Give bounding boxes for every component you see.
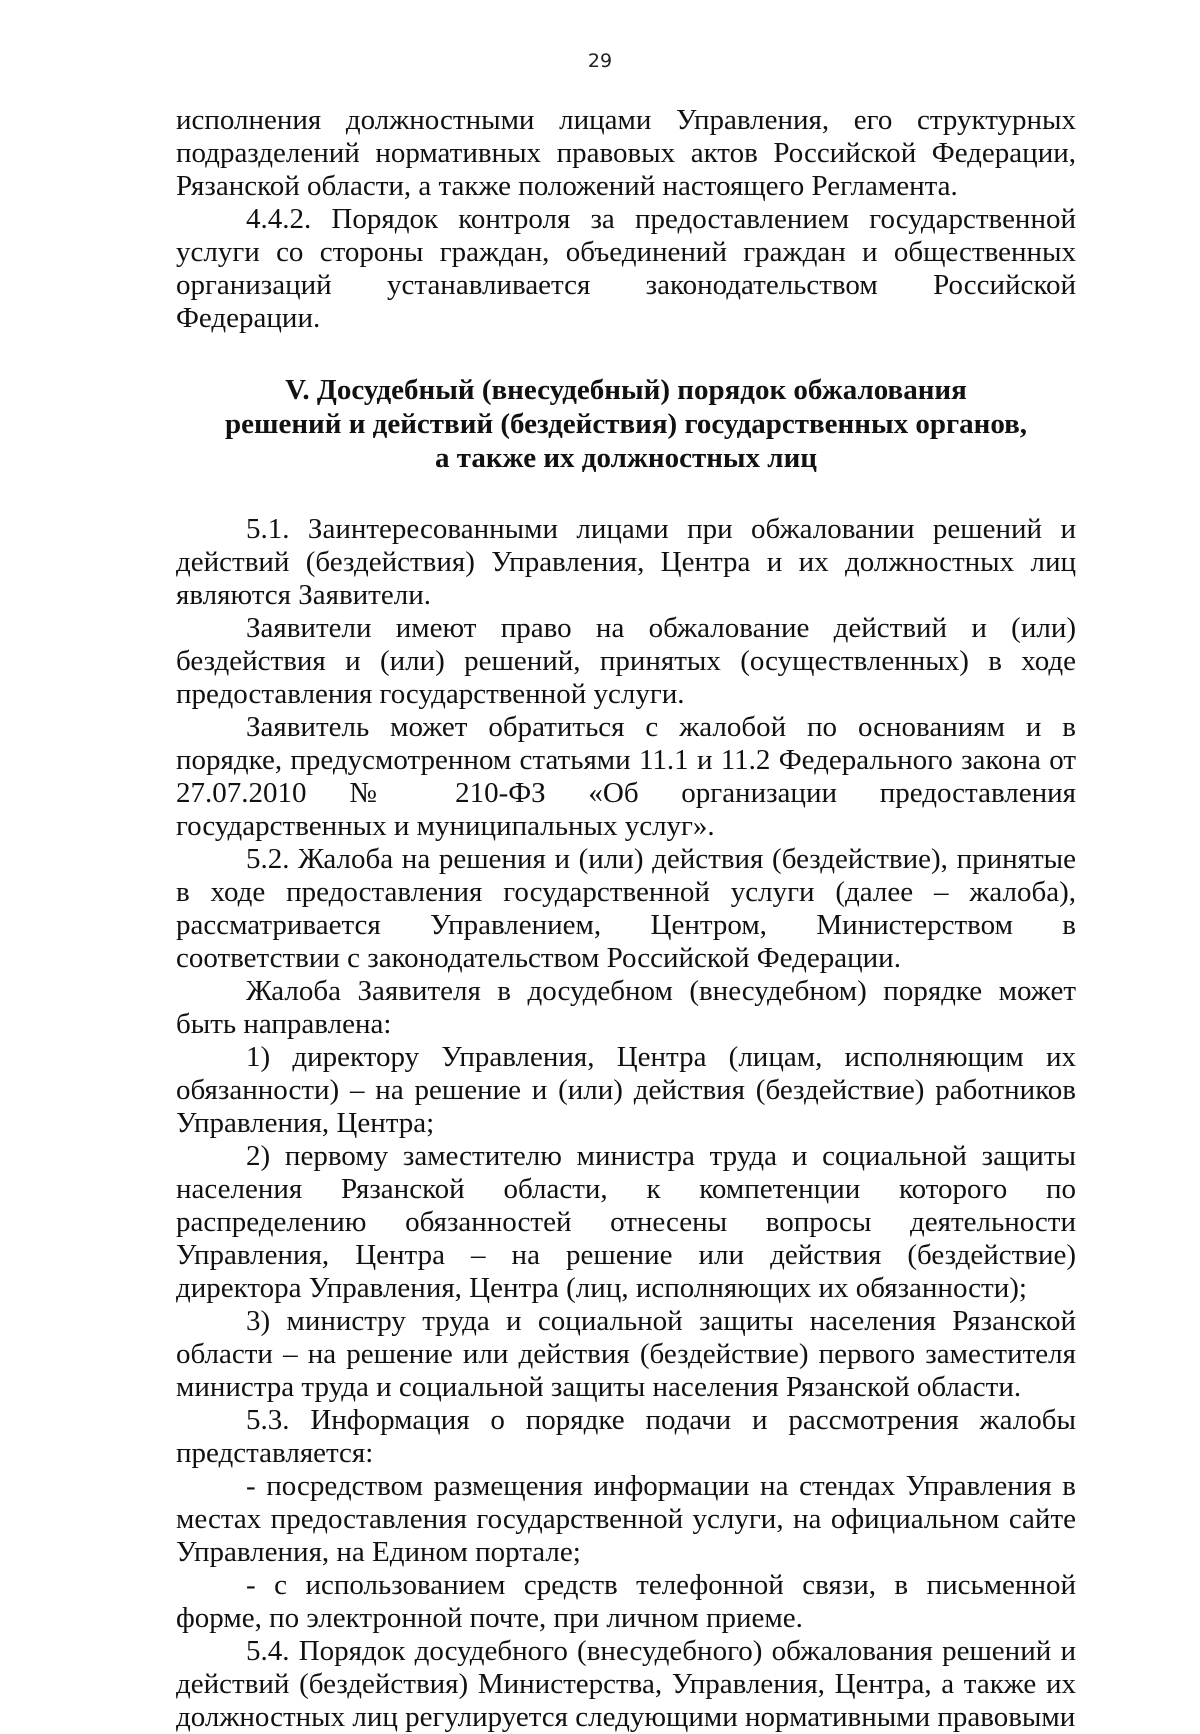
paragraph: 5.2. Жалоба на решения и (или) действия (бездействие), принятые в ходе предоставления государственной услуги (далее – жалоба), рассматривается Управлением, Центром, Министерством в соответствии с законодательством Российской Федерации. [176, 843, 1076, 974]
paragraph: 5.4. Порядок досудебного (внесудебного) обжалования решений и действий (бездействия) Министерства, Управления, Центра, а также их должностных лиц регулируется следующими нормативными правовыми [176, 1635, 1076, 1733]
document-body [176, 104, 1076, 1734]
list-item: - с использованием средств телефонной связи, в письменной форме, по электронной почте, при личном приеме. [176, 1569, 1076, 1634]
paragraph: Жалоба Заявителя в досудебном (внесудебном) порядке может быть направлена: [176, 975, 1076, 1040]
heading-line: а также их должностных лиц [435, 442, 817, 474]
list-item: - посредством размещения информации на стендах Управления в местах предоставления государственной услуги, на официальном сайте Управления, на Едином портале; [176, 1470, 1076, 1568]
paragraph: 5.3. Информация о порядке подачи и рассмотрения жалобы представляется: [176, 1404, 1076, 1469]
page-number: 29 [587, 50, 613, 72]
paragraph: исполнения должностными лицами Управления, его структурных подразделений нормативных правовых актов Российской Федерации, Рязанской области, а также положений настоящего Регламента. [176, 104, 1076, 202]
heading-line: V. Досудебный (внесудебный) порядок обжалования [285, 374, 967, 406]
paragraph: 4.4.2. Порядок контроля за предоставлением государственной услуги со стороны граждан, объединений граждан и общественных организаций устанавливается законодательством Российской Федерации. [176, 203, 1076, 334]
paragraph: Заявители имеют право на обжалование действий и (или) бездействия и (или) решений, принятых (осуществленных) в ходе предоставления государственной услуги. [176, 612, 1076, 710]
section-heading [176, 373, 1076, 475]
paragraph: Заявитель может обратиться с жалобой по основаниям и в порядке, предусмотренном статьями 11.1 и 11.2 Федерального закона от 27.07.2010 № 210-ФЗ «Об организации предоставления государственных и муниципальных услуг». [176, 711, 1076, 842]
heading-line: решений и действий (бездействия) государственных органов, [224, 408, 1028, 440]
list-item: 2) первому заместителю министра труда и социальной защиты населения Рязанской области, к компетенции которого по распределению обязанностей отнесены вопросы деятельности Управления, Центра – на решение или действия (бездействие) директора Управления, Центра (лиц, исполняющих их обязанности); [176, 1140, 1076, 1304]
paragraph: 5.1. Заинтересованными лицами при обжаловании решений и действий (бездействия) Управления, Центра и их должностных лиц являются Заявители. [176, 513, 1076, 611]
list-item: 1) директору Управления, Центра (лицам, исполняющим их обязанности) – на решение и (или) действия (бездействие) работников Управления, Центра; [176, 1041, 1076, 1139]
list-item: 3) министру труда и социальной защиты населения Рязанской области – на решение или действия (бездействие) первого заместителя министра труда и социальной защиты населения Рязанской области. [176, 1305, 1076, 1403]
